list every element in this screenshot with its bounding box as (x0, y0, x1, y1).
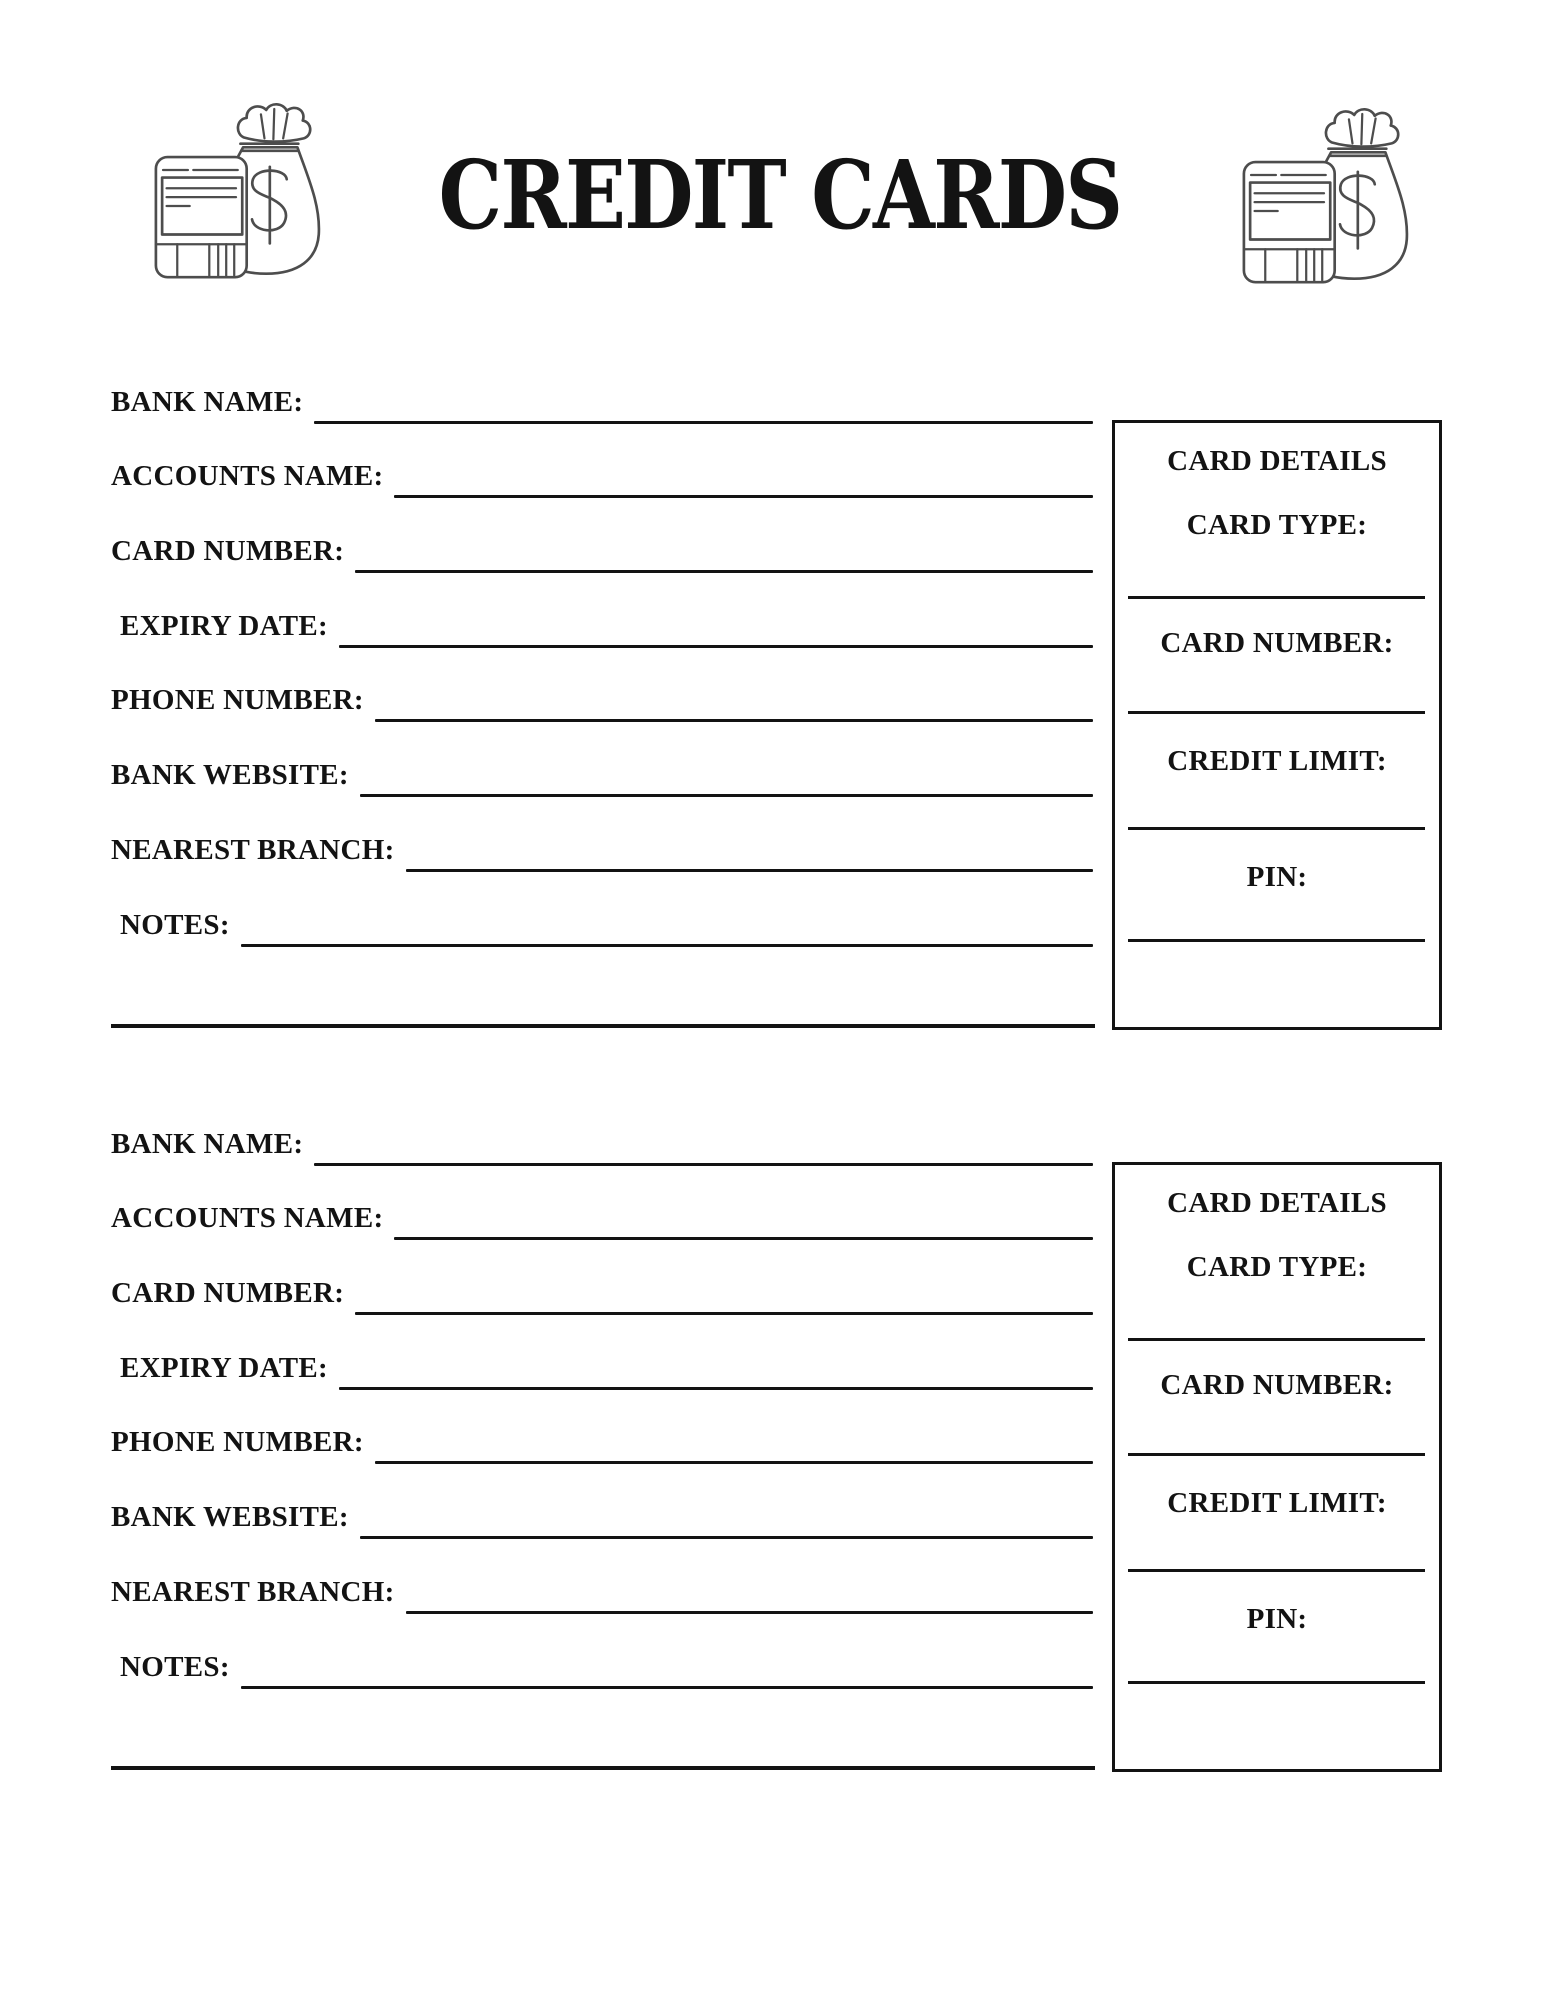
field-label-nearest-branch: NEAREST BRANCH: (111, 833, 395, 866)
field-label-bank-name: BANK NAME: (111, 1127, 304, 1160)
form-row-card-number (111, 1240, 1093, 1315)
card-detail-label-pin: PIN: (1246, 1603, 1308, 1635)
field-label-card-number: CARD NUMBER: (111, 535, 345, 568)
section-bottom-line (111, 1766, 1095, 1770)
card-detail-label-card-type: CARD TYPE: (1186, 1251, 1368, 1283)
card-detail-label-pin: PIN: (1246, 861, 1308, 893)
form-row-bank-website (111, 1464, 1093, 1539)
field-label-bank-website: BANK WEBSITE: (111, 1501, 349, 1534)
field-label-phone-number: PHONE NUMBER: (111, 684, 364, 717)
card-detail-write-line-card-type (1128, 596, 1425, 599)
form-row-nearest-branch (111, 1539, 1093, 1614)
write-line-bank-name (314, 1163, 1093, 1166)
card-detail-write-line-card-number (1128, 1453, 1425, 1456)
card-details-box (1112, 1162, 1442, 1772)
field-label-nearest-branch: NEAREST BRANCH: (111, 1575, 395, 1608)
form-row-phone-number (111, 1390, 1093, 1465)
write-line-accounts-name (394, 1237, 1093, 1240)
form-row-card-number (111, 498, 1093, 573)
field-label-accounts-name: ACCOUNTS NAME: (111, 1202, 384, 1235)
write-line-bank-name (314, 421, 1093, 424)
form-row-expiry-date (111, 573, 1093, 648)
field-label-expiry-date: EXPIRY DATE: (120, 609, 329, 642)
write-line-nearest-branch (406, 1611, 1093, 1614)
write-line-notes (241, 1686, 1093, 1689)
card-detail-write-line-pin (1128, 1681, 1425, 1684)
form-row-accounts-name (111, 1166, 1093, 1241)
credit-card-section-2 (0, 742, 1545, 1842)
form-rows (111, 1091, 1093, 1689)
card-detail-write-line-credit-limit (1128, 1569, 1425, 1572)
field-label-notes: NOTES: (120, 908, 230, 941)
form-row-bank-name (111, 1091, 1093, 1166)
write-line-card-number (355, 1312, 1093, 1315)
form-row-expiry-date (111, 1315, 1093, 1390)
field-label-phone-number: PHONE NUMBER: (111, 1426, 364, 1459)
card-detail-write-line-card-number (1128, 711, 1425, 714)
card-detail-label-card-number: CARD NUMBER: (1160, 1369, 1394, 1401)
card-detail-label-credit-limit: CREDIT LIMIT: (1167, 1487, 1387, 1519)
form-row-accounts-name (111, 424, 1093, 499)
write-line-card-number (355, 570, 1093, 573)
field-label-bank-name: BANK NAME: (111, 385, 304, 418)
card-detail-label-card-type: CARD TYPE: (1186, 509, 1368, 541)
form-row-phone-number (111, 648, 1093, 723)
write-line-expiry-date (339, 1387, 1093, 1390)
form-row-bank-name (111, 349, 1093, 424)
page-title: CREDIT CARDS (438, 140, 1122, 251)
field-label-expiry-date: EXPIRY DATE: (120, 1351, 329, 1384)
form-row-notes (111, 1614, 1093, 1689)
card-details-title: CARD DETAILS (1167, 1187, 1387, 1219)
card-detail-label-credit-limit: CREDIT LIMIT: (1167, 745, 1387, 777)
write-line-expiry-date (339, 645, 1093, 648)
field-label-accounts-name: ACCOUNTS NAME: (111, 460, 384, 493)
write-line-phone-number (375, 719, 1093, 722)
write-line-bank-website (360, 1536, 1093, 1539)
card-details-title: CARD DETAILS (1167, 445, 1387, 477)
write-line-phone-number (375, 1461, 1093, 1464)
card-detail-label-card-number: CARD NUMBER: (1160, 627, 1394, 659)
field-label-card-number: CARD NUMBER: (111, 1277, 345, 1310)
card-detail-write-line-card-type (1128, 1338, 1425, 1341)
field-label-bank-website: BANK WEBSITE: (111, 759, 349, 792)
field-label-notes: NOTES: (120, 1650, 230, 1683)
write-line-accounts-name (394, 495, 1093, 498)
